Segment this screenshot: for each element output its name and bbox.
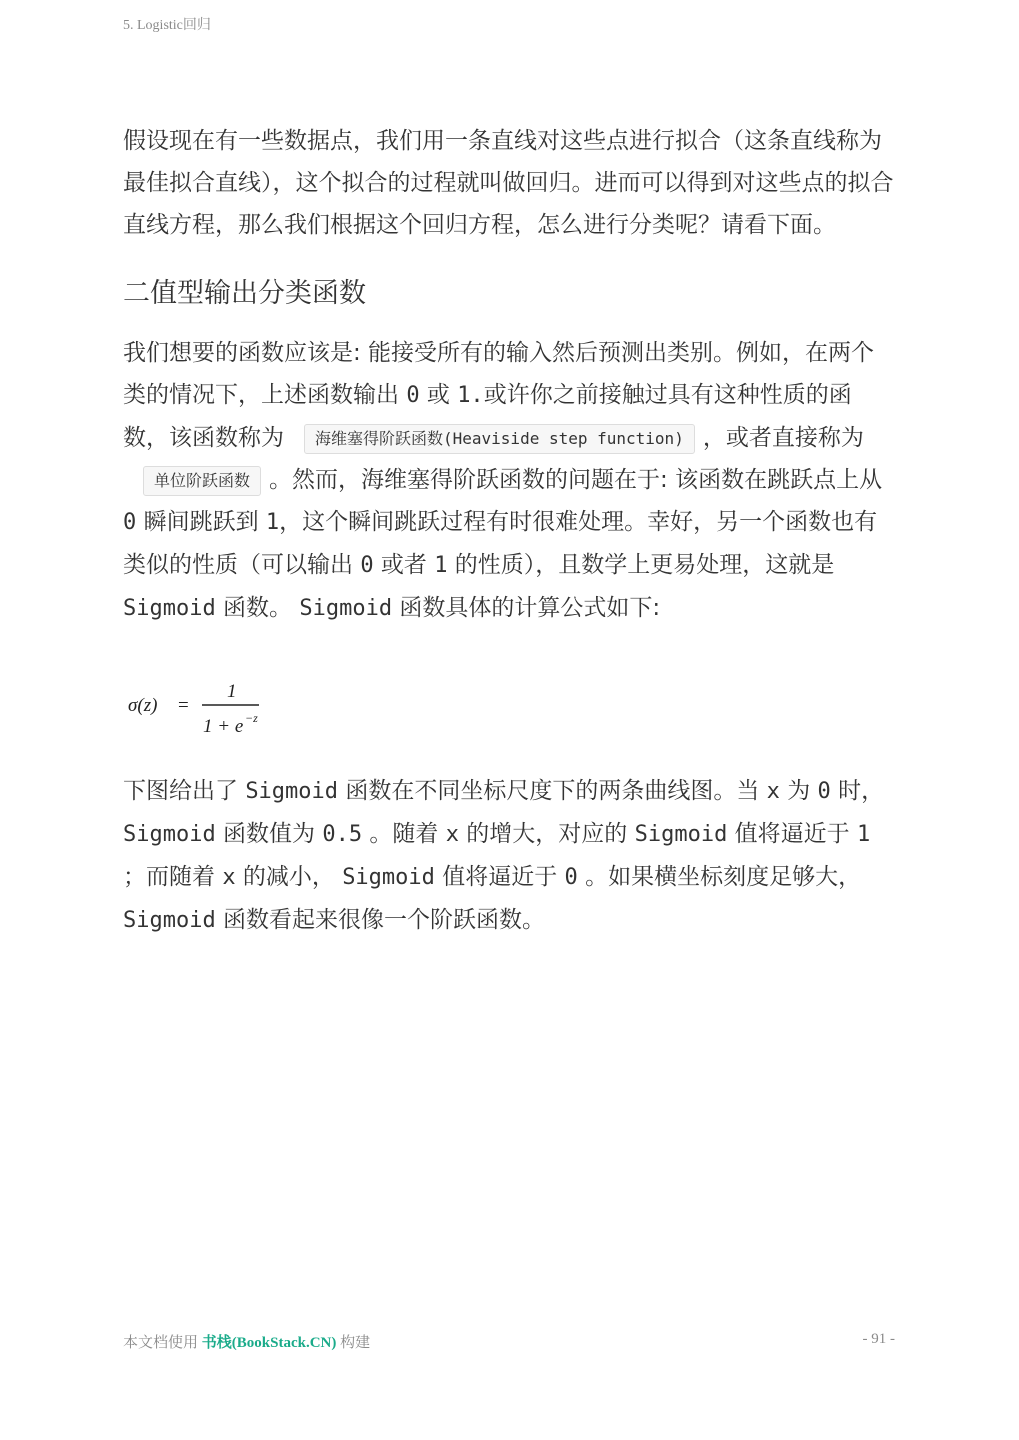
formula-exponent: −z [245,711,258,725]
text-run: ，这个瞬间跳跃过程有时很难处理。幸好，另一个函数也有类似的性质（可以输出 [123,509,878,578]
text-run: 或 [426,382,450,408]
running-header: 5. Logistic回归 [123,18,211,33]
text-run: 值将逼近于 [442,864,558,890]
inline-code: 0.5 [322,822,363,847]
section-heading: 二值型输出分类函数 [123,278,366,309]
inline-code: 1 [265,510,280,535]
inline-code: Sigmoid [123,822,216,847]
text-run: 。然而，海维塞得阶跃函数的问题在于: 该函数在跳跃点上从 [269,467,883,493]
inline-code: 1. [457,383,484,408]
footer-prefix: 本文档使用 [123,1335,199,1351]
bookstack-link[interactable]: 书栈(BookStack.CN) [201,1335,337,1351]
formula-equals: = [178,695,189,716]
text-run: 函数看起来很像一个阶跃函数。 [223,907,546,933]
text-run: 或许你之前接触过具有这种性质的函数，该函数称为 [123,382,852,451]
page-footer [123,1331,895,1352]
inline-code: Sigmoid [342,865,435,890]
text-run: 值将逼近于 [734,821,850,847]
inline-code: 0 [564,865,578,890]
text-run: 的增大，对应的 [466,821,628,847]
text-run: 。随着 [369,821,439,847]
inline-code: 1 [856,822,871,847]
intro-paragraph: 假设现在有一些数据点，我们用一条直线对这些点进行拟合（这条直线称为最佳拟合直线），这个拟合的过程就叫做回归。进而可以得到对这些点的拟合直线方程，那么我们根据这个回归方程，怎么进行分类呢？请看下面。 [123,128,894,238]
inline-code: Sigmoid [299,596,393,621]
text-run: 瞬间跳跃到 [143,509,259,535]
page-number: - 91 - [862,1331,895,1347]
formula-denominator: 1 + e [203,716,244,737]
inline-code: x [222,865,236,890]
text-run: 或者 [380,552,427,578]
inline-code: 0 [360,553,374,578]
inline-code: 0 [406,383,420,408]
page-content [123,120,895,942]
text-run: ；而随着 [123,864,215,890]
heaviside-paragraph [123,332,895,630]
formula-lhs: σ(z) [128,695,158,716]
inline-code: 0 [817,779,831,804]
text-run: 。如果横坐标刻度足够大， [585,864,862,890]
text-run: ，或者直接称为 [702,425,864,451]
text-run: 函数。 [223,595,293,621]
formula-numerator: 1 [227,681,237,702]
footer-suffix: 构建 [340,1335,371,1351]
sigmoid-formula [123,674,273,740]
text-run: 的性质），且数学上更易处理，这就是 [454,552,835,578]
code-tag-heaviside: 海维塞得阶跃函数(Heaviside step function) [304,424,695,454]
text-run: 函数值为 [223,821,316,847]
sigmoid-description-paragraph [123,770,895,942]
inline-code: x [766,779,780,804]
inline-code: Sigmoid [634,822,728,847]
text-run: 的减小， [242,864,335,890]
inline-code: 0 [123,510,137,535]
inline-code: Sigmoid [123,908,216,933]
inline-code: Sigmoid [245,779,339,804]
text-run: 函数在不同坐标尺度下的两条曲线图。当 [345,778,760,804]
code-tag-unit-step: 单位阶跃函数 [143,466,261,496]
inline-code: x [445,822,459,847]
sigmoid-formula-svg [123,674,273,740]
text-run: 函数具体的计算公式如下: [399,595,661,621]
text-run: 下图给出了 [123,778,238,804]
text-run: 时， [838,778,885,804]
inline-code: 1 [434,553,448,578]
inline-code: Sigmoid [123,596,216,621]
text-run: 为 [787,778,811,804]
text-run: 我们想要的函数应该是: 能接受所有的输入然后预测出类别。例如，在两个类的情况下，上述函数输出 [123,340,875,408]
